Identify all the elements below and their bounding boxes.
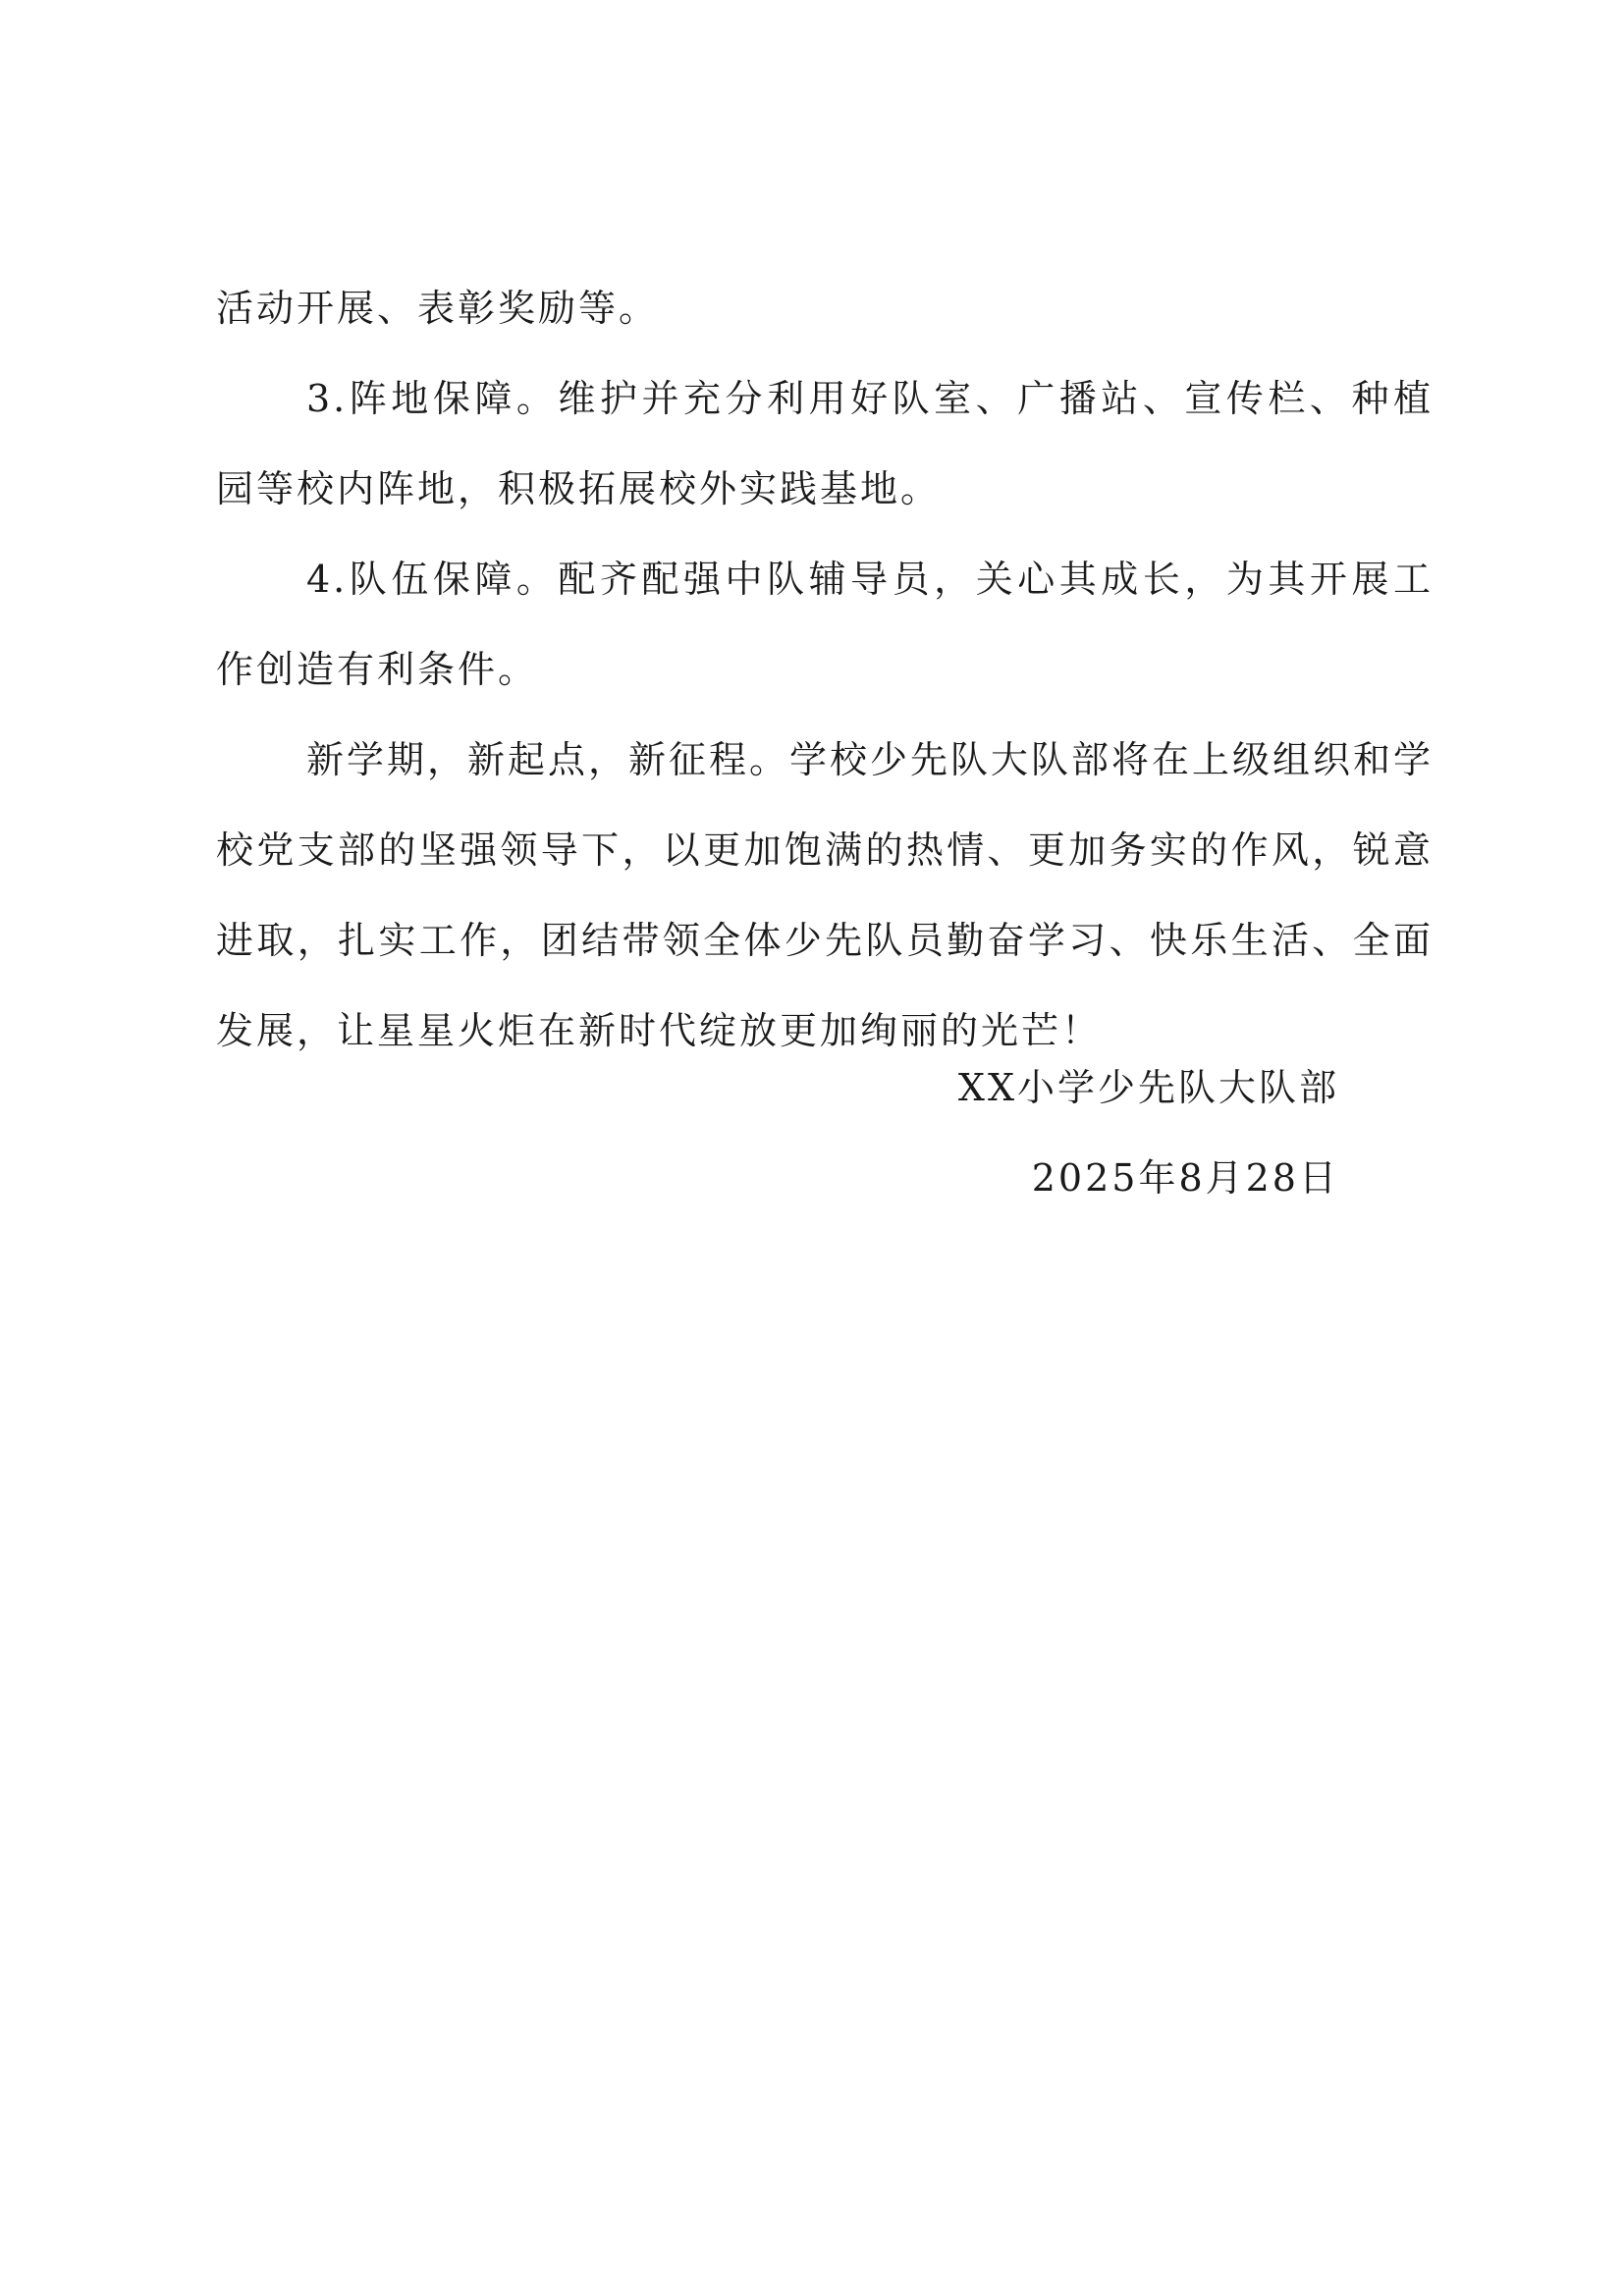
- paragraph-position-support: 3.阵地保障。维护并充分利用好队室、广播站、宣传栏、种植园等校内阵地，积极拓展校外实践基地。: [216, 377, 1434, 510]
- paragraph-team-support: 4.队伍保障。配齐配强中队辅导员，关心其成长，为其开展工作创造有利条件。: [216, 558, 1434, 691]
- signature-date: 2025年8月28日: [1031, 1156, 1339, 1200]
- signature-block: [958, 1042, 1339, 1223]
- paragraph-closing: 新学期，新起点，新征程。学校少先队大队部将在上级组织和学校党支部的坚强领导下，以更加饱满的热情、更加务实的作风，锐意进取，扎实工作，团结带领全体少先队员勤奋学习、快乐生活、全面发展，让星星火炬在新时代绽放更加绚丽的光芒！: [216, 738, 1435, 1052]
- signature-organization: XX小学少先队大队部: [957, 1066, 1339, 1109]
- paragraph-continuation: 活动开展、表彰奖励等。: [216, 287, 660, 330]
- document-body: [216, 263, 1434, 1076]
